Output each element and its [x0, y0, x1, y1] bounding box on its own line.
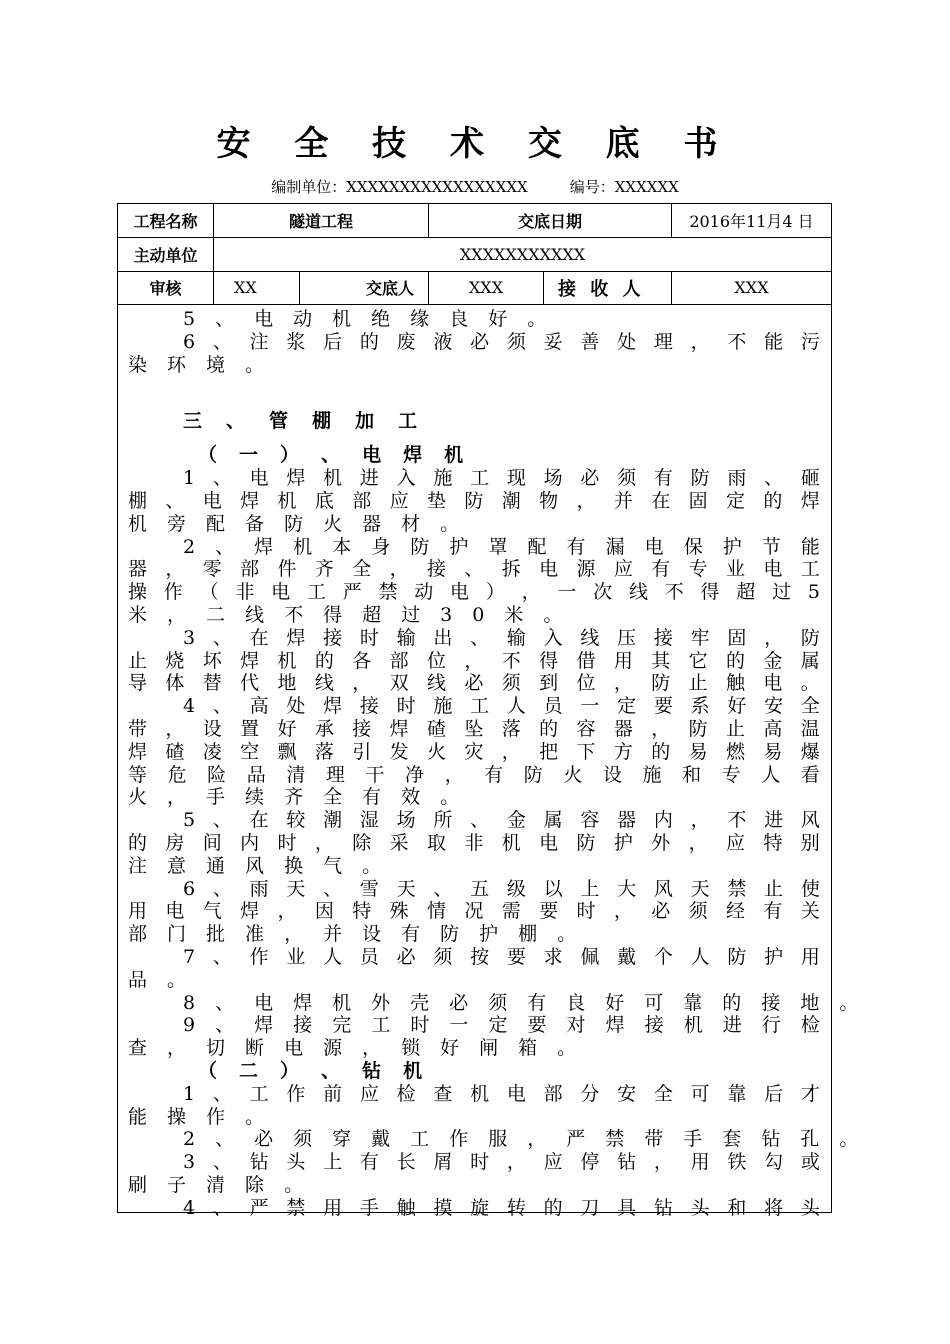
subheader: [0, 176, 950, 197]
content-line: 能 操 作 。: [128, 1105, 265, 1128]
content-line: 6 、 雨 天 、 雪 天 、 五 级 以 上 大 风 天 禁 止 使: [183, 877, 820, 900]
content-line: 染 环 境 。: [128, 353, 265, 376]
table-row-signers: [118, 271, 831, 305]
page-title: 安 全 技 术 交 底 书: [216, 124, 734, 164]
content-line: 5 、 在 较 潮 湿 场 所 、 金 属 容 器 内 ， 不 进 风: [183, 809, 820, 832]
label-main-unit: 主动单位: [118, 237, 214, 271]
content-line: 刷 子 清 除 。: [128, 1173, 304, 1196]
table-row-unit: [118, 237, 831, 272]
content-line: 品 。: [128, 968, 187, 991]
content-line: 8 、 电 焊 机 外 壳 必 须 有 良 好 可 靠 的 接 地 。: [183, 991, 859, 1014]
content-line: 部 门 批 准 ， 并 设 有 防 护 棚 。: [128, 923, 577, 946]
content-line: 4 、 严 禁 用 手 触 摸 旋 转 的 刀 具 钻 头 和 将 头: [183, 1196, 820, 1219]
receiver: XXX: [734, 278, 769, 297]
content-line: 2 、 焊 机 本 身 防 护 罩 配 有 漏 电 保 护 节 能: [183, 535, 820, 558]
discloser: XXX: [429, 271, 544, 304]
content-line: 的 房 间 内 时 ， 除 采 取 非 机 电 防 护 外 ， 应 特 别: [128, 831, 820, 854]
content-line: 操 作 （ 非 电 工 严 禁 动 电 ） ， 一 次 线 不 得 超 过 5: [128, 581, 820, 604]
content-line: 导 体 替 代 地 线 ， 双 线 必 须 到 位 ， 防 止 触 电 。: [128, 672, 820, 695]
disclosure-date: 2016年11月4 日: [689, 212, 814, 231]
label-project-name: 工程名称: [118, 204, 214, 237]
content-line: 用 电 气 焊 ， 因 特 殊 情 况 需 要 时 ， 必 须 经 有 关: [128, 900, 820, 923]
content-line: 1 、 工 作 前 应 检 查 机 电 部 分 安 全 可 靠 后 才: [183, 1082, 820, 1105]
project-name: 隧道工程: [214, 204, 429, 237]
label-receiver: 接 收 人: [544, 271, 672, 304]
content-line: 注 意 通 风 换 气 。: [128, 854, 382, 877]
subsection-heading: （ 一 ） 、 电 焊 机: [198, 444, 464, 467]
content-line: 3 、 钻 头 上 有 长 屑 时 ， 应 停 钻 ， 用 铁 勾 或: [183, 1151, 820, 1174]
content-line: 9 、 焊 接 完 工 时 一 定 要 对 焊 接 机 进 行 检: [183, 1014, 820, 1037]
document-number: 编号：XXXXXX: [569, 178, 679, 196]
content-line: 6 、 注 浆 后 的 废 液 必 须 妥 善 处 理 ， 不 能 污: [183, 330, 820, 353]
disclosure-form: [117, 203, 859, 1219]
section-heading: 三 、 管 棚 加 工: [183, 410, 418, 433]
content-line: 3 、 在 焊 接 时 输 出 、 输 入 线 压 接 牢 固 ， 防: [183, 626, 820, 649]
content-line: 器 ， 零 部 件 齐 全 ， 接 、 拆 电 源 应 有 专 业 电 工: [128, 558, 820, 581]
content-line: 焊 碴 凌 空 飘 落 引 发 火 灾 ， 把 下 方 的 易 燃 易 爆: [128, 740, 820, 763]
content-line: 火 ， 手 续 齐 全 有 效 。: [128, 786, 460, 809]
label-disclosure-date: 交底日期: [429, 204, 672, 237]
content-line: 5 、 电 动 机 绝 缘 良 好 。: [183, 308, 547, 330]
content-line: 米 ， 二 线 不 得 超 过 3 0 米 。: [128, 603, 563, 626]
content-line: 7 、 作 业 人 员 必 须 按 要 求 佩 戴 个 人 防 护 用: [183, 945, 820, 968]
label-discloser: 交底人: [300, 271, 429, 304]
content-line: 带 ， 设 置 好 承 接 焊 碴 坠 落 的 容 器 ， 防 止 高 温: [128, 717, 820, 740]
compile-unit: 编制单位：XXXXXXXXXXXXXXXXX: [271, 178, 528, 196]
content-line: 棚 、 电 焊 机 底 部 应 垫 防 潮 物 ， 并 在 固 定 的 焊: [128, 489, 820, 512]
content-line: 等 危 险 品 清 理 干 净 ， 有 防 火 设 施 和 专 人 看: [128, 763, 820, 786]
main-unit: XXXXXXXXXXX: [459, 244, 586, 264]
subsection-heading: （ 二 ） 、 钻 机: [198, 1059, 423, 1082]
reviewer: XX: [214, 271, 300, 304]
content-line: 2 、 必 须 穿 戴 工 作 服 ， 严 禁 带 手 套 钻 孔 。: [183, 1128, 859, 1151]
content-line: 1 、 电 焊 机 进 入 施 工 现 场 必 须 有 防 雨 、 砸: [183, 467, 820, 490]
disclosure-content: [128, 308, 859, 1219]
content-line: 止 烧 坏 焊 机 的 各 部 位 ， 不 得 借 用 其 它 的 金 属: [128, 649, 820, 672]
table-row-project: [118, 204, 831, 238]
content-line: 查 ， 切 断 电 源 ， 锁 好 闸 箱 。: [128, 1037, 577, 1060]
label-review: 审核: [118, 271, 214, 304]
content-line: 机 旁 配 备 防 火 器 材 。: [128, 512, 460, 535]
content-line: 4 、 高 处 焊 接 时 施 工 人 员 一 定 要 系 好 安 全: [183, 695, 820, 718]
